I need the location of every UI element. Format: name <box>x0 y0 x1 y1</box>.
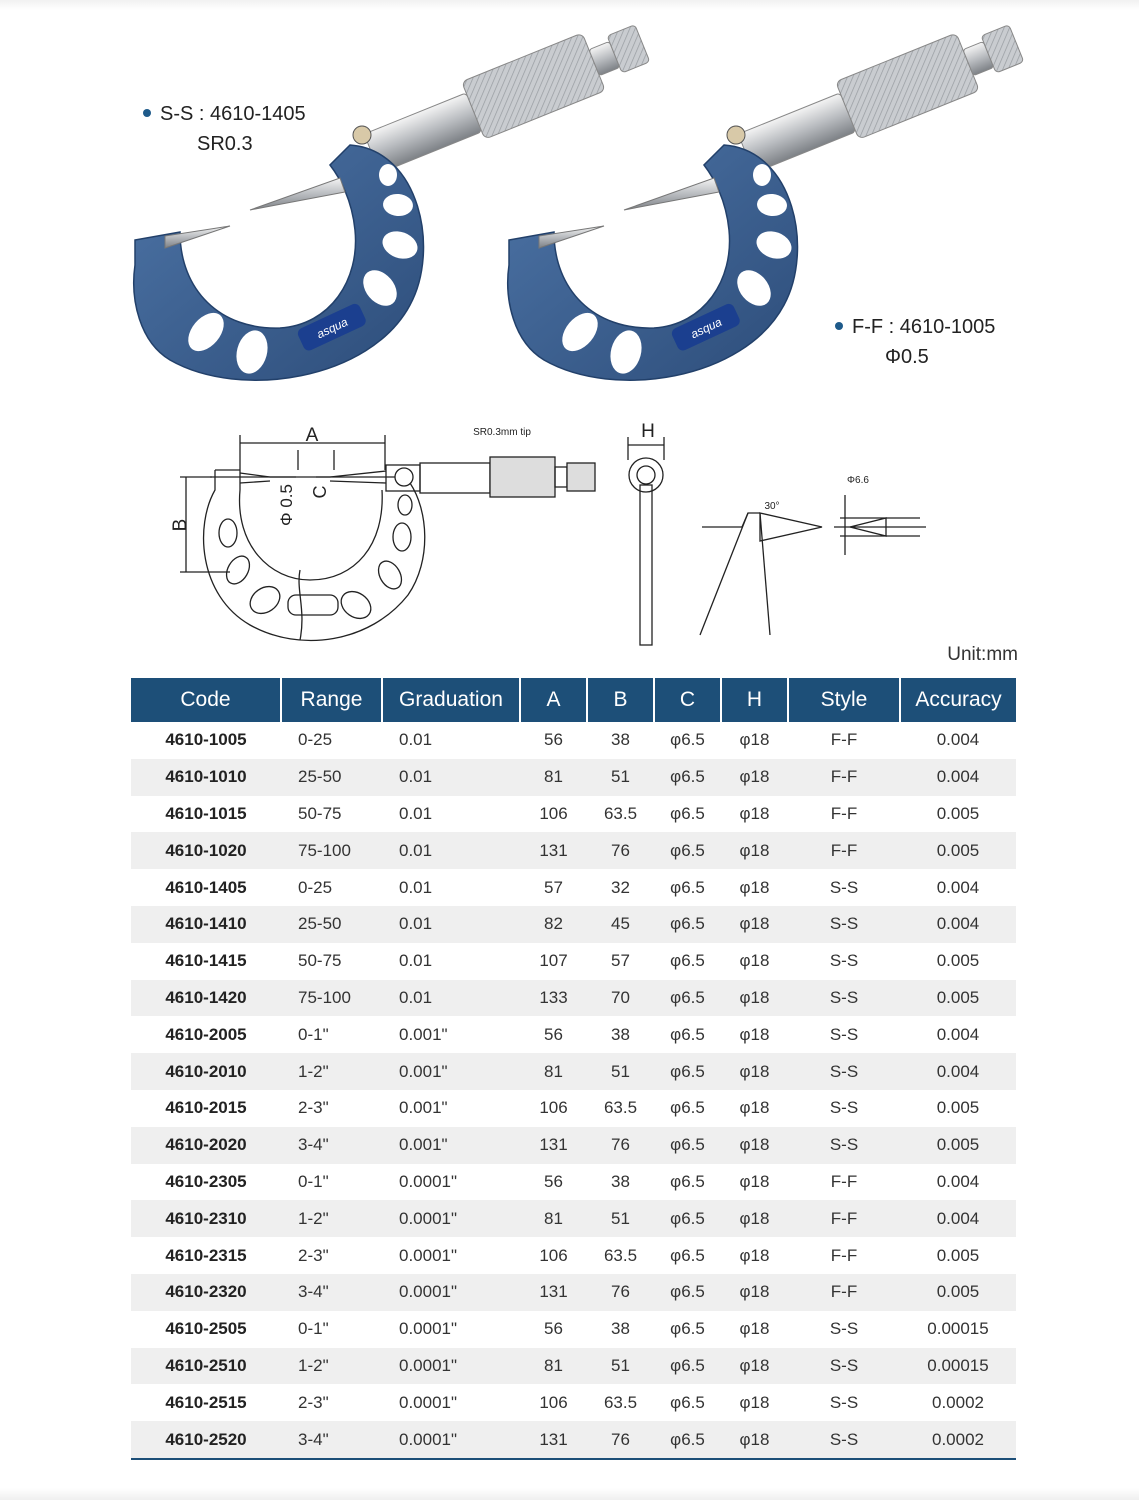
table-row <box>131 1311 1016 1348</box>
callout-ss-tip: SR0.3 <box>197 133 253 155</box>
header-b: B <box>587 678 654 722</box>
cell-accuracy: 0.004 <box>900 906 1016 943</box>
cell-style: F-F <box>788 1200 900 1237</box>
cell-b: 63.5 <box>603 1392 638 1412</box>
cell-accuracy: 0.004 <box>936 1171 980 1191</box>
cell-a: 81 <box>520 1200 587 1237</box>
cell-graduation: 0.0001" <box>382 1274 520 1311</box>
cell-accuracy: 0.004 <box>936 730 980 750</box>
table-row <box>131 1421 1016 1459</box>
cell-c: φ6.5 <box>670 877 705 897</box>
cell-graduation: 0.01 <box>382 832 520 869</box>
table-row <box>131 722 1016 759</box>
table-row <box>131 869 1016 906</box>
cell-a: 133 <box>520 980 587 1017</box>
cell-code: 4610-2015 <box>165 1098 247 1118</box>
tip-angle-label: 30° <box>764 501 780 512</box>
cell-a: 57 <box>544 877 563 897</box>
cell-code: 4610-2020 <box>131 1127 281 1164</box>
cell-h: φ18 <box>739 1392 770 1412</box>
table-row <box>131 832 1016 869</box>
cell-c: φ6.5 <box>654 1053 721 1090</box>
cell-graduation: 0.0001" <box>382 1421 520 1459</box>
unit-label: Unit:mm <box>947 644 1018 665</box>
table-header-row <box>131 678 1016 722</box>
cell-range: 25-50 <box>281 759 382 796</box>
cell-style: S-S <box>788 1421 900 1459</box>
table-row <box>131 1016 1016 1053</box>
dim-label-h: H <box>641 421 655 442</box>
cell-a: 56 <box>544 1319 563 1339</box>
cell-accuracy: 0.004 <box>900 1200 1016 1237</box>
cell-b: 76 <box>587 832 654 869</box>
callout-ss <box>143 99 306 159</box>
cell-accuracy: 0.005 <box>936 803 980 823</box>
table-row <box>131 1127 1016 1164</box>
cell-style: F-F <box>830 803 858 823</box>
cell-style: F-F <box>830 1245 858 1265</box>
table-row <box>131 906 1016 943</box>
cell-range: 2-3" <box>298 1245 329 1265</box>
cell-c: φ6.5 <box>654 1421 721 1459</box>
cell-range: 2-3" <box>298 1392 329 1412</box>
tip-note: SR0.3mm tip <box>473 427 531 438</box>
header-code: Code <box>131 678 281 722</box>
dim-label-phi: Φ 0.5 <box>277 484 296 526</box>
cell-c: φ6.5 <box>670 1171 705 1191</box>
cell-code: 4610-1405 <box>165 877 247 897</box>
dim-label-b: B <box>170 518 191 532</box>
cell-h: φ18 <box>721 1053 788 1090</box>
cell-style: F-F <box>788 832 900 869</box>
cell-b: 76 <box>587 1421 654 1459</box>
cell-graduation: 0.0001" <box>399 1392 458 1412</box>
cell-range: 50-75 <box>298 951 342 971</box>
cell-code: 4610-2315 <box>165 1245 247 1265</box>
cell-range: 3-4" <box>281 1421 382 1459</box>
cell-h: φ18 <box>739 1098 770 1118</box>
cell-code: 4610-2505 <box>165 1319 247 1339</box>
cell-range: 0-1" <box>298 1319 329 1339</box>
header-c: C <box>654 678 721 722</box>
cell-c: φ6.5 <box>670 951 705 971</box>
header-graduation: Graduation <box>382 678 520 722</box>
cell-a: 131 <box>520 1421 587 1459</box>
cell-style: F-F <box>788 1274 900 1311</box>
cell-graduation: 0.0001" <box>382 1348 520 1385</box>
cell-b: 32 <box>611 877 630 897</box>
cell-accuracy: 0.00015 <box>900 1348 1016 1385</box>
cell-accuracy: 0.0002 <box>932 1392 984 1412</box>
cell-b: 38 <box>611 1319 630 1339</box>
brand-logo: asqua <box>314 314 351 342</box>
cell-range: 3-4" <box>281 1127 382 1164</box>
cell-b: 76 <box>587 1274 654 1311</box>
cell-style: F-F <box>788 759 900 796</box>
cell-range: 1-2" <box>281 1200 382 1237</box>
cell-h: φ18 <box>721 759 788 796</box>
cell-accuracy: 0.004 <box>936 1024 980 1044</box>
cell-h: φ18 <box>721 906 788 943</box>
spec-table <box>131 678 1016 1460</box>
cell-range: 50-75 <box>298 803 342 823</box>
callout-ff-tip: Φ0.5 <box>885 346 929 368</box>
cell-b: 51 <box>587 1200 654 1237</box>
cell-range: 1-2" <box>281 1053 382 1090</box>
table-row <box>131 1274 1016 1311</box>
cell-code: 4610-2510 <box>131 1348 281 1385</box>
cell-a: 81 <box>520 1348 587 1385</box>
header-accuracy: Accuracy <box>900 678 1016 722</box>
cell-b: 76 <box>587 1127 654 1164</box>
cell-style: S-S <box>829 1319 859 1339</box>
cell-a: 56 <box>544 1024 563 1044</box>
table-row <box>131 1237 1016 1274</box>
technical-drawing <box>0 415 1139 655</box>
cell-b: 51 <box>587 1348 654 1385</box>
cell-range: 1-2" <box>281 1348 382 1385</box>
cell-range: 75-100 <box>281 980 382 1017</box>
cell-graduation: 0.01 <box>382 980 520 1017</box>
header-a: A <box>520 678 587 722</box>
cell-code: 4610-2310 <box>131 1200 281 1237</box>
cell-c: φ6.5 <box>654 832 721 869</box>
cell-c: φ6.5 <box>670 803 705 823</box>
callout-ff-code: F-F : 4610-1005 <box>852 316 996 338</box>
cell-c: φ6.5 <box>654 980 721 1017</box>
cell-c: φ6.5 <box>670 1319 705 1339</box>
cell-c: φ6.5 <box>654 1200 721 1237</box>
cell-h: φ18 <box>739 1024 770 1044</box>
cell-a: 106 <box>539 1098 568 1118</box>
cell-h: φ18 <box>721 980 788 1017</box>
cell-graduation: 0.01 <box>399 877 433 897</box>
cell-graduation: 0.01 <box>382 906 520 943</box>
cell-accuracy: 0.004 <box>900 1053 1016 1090</box>
cell-range: 0-25 <box>298 877 333 897</box>
cell-b: 63.5 <box>603 803 638 823</box>
cell-code: 4610-2005 <box>165 1024 247 1044</box>
cell-accuracy: 0.004 <box>900 759 1016 796</box>
cell-h: φ18 <box>739 1245 770 1265</box>
cell-style: S-S <box>829 1098 859 1118</box>
cell-graduation: 0.01 <box>399 803 433 823</box>
cell-graduation: 0.0001" <box>399 1245 458 1265</box>
cell-graduation: 0.01 <box>399 951 433 971</box>
cell-style: F-F <box>830 730 858 750</box>
cell-b: 70 <box>587 980 654 1017</box>
cell-graduation: 0.001" <box>399 1098 448 1118</box>
cell-code: 4610-1020 <box>131 832 281 869</box>
cell-style: S-S <box>829 1392 859 1412</box>
cell-code: 4610-1010 <box>131 759 281 796</box>
cell-b: 38 <box>611 730 630 750</box>
cell-style: S-S <box>788 1127 900 1164</box>
cell-range: 25-50 <box>281 906 382 943</box>
cell-graduation: 0.01 <box>382 759 520 796</box>
cell-code: 4610-2520 <box>131 1421 281 1459</box>
cell-range: 2-3" <box>298 1098 329 1118</box>
cell-c: φ6.5 <box>654 759 721 796</box>
cell-b: 38 <box>611 1171 630 1191</box>
cell-accuracy: 0.005 <box>936 1245 980 1265</box>
cell-graduation: 0.001" <box>399 1024 448 1044</box>
cell-code: 4610-1415 <box>165 951 247 971</box>
cell-h: φ18 <box>739 877 770 897</box>
cell-a: 56 <box>544 1171 563 1191</box>
cell-a: 106 <box>539 1392 568 1412</box>
cell-a: 81 <box>520 759 587 796</box>
cell-c: φ6.5 <box>670 730 705 750</box>
cell-graduation: 0.01 <box>399 730 433 750</box>
cell-range: 0-1" <box>298 1171 329 1191</box>
cell-accuracy: 0.005 <box>900 832 1016 869</box>
header-style: Style <box>788 678 900 722</box>
cell-graduation: 0.0001" <box>399 1319 458 1339</box>
cell-range: 0-1" <box>298 1024 329 1044</box>
cell-style: S-S <box>788 980 900 1017</box>
cell-a: 106 <box>539 803 568 823</box>
table-row <box>131 759 1016 796</box>
cell-accuracy: 0.00015 <box>927 1319 989 1339</box>
cell-c: φ6.5 <box>670 1245 705 1265</box>
cell-h: φ18 <box>721 1348 788 1385</box>
cell-b: 63.5 <box>603 1098 638 1118</box>
dim-label-a: A <box>305 425 319 446</box>
cell-a: 131 <box>520 832 587 869</box>
table-row <box>131 1384 1016 1421</box>
cell-accuracy: 0.0002 <box>900 1421 1016 1459</box>
cell-code: 4610-1005 <box>165 730 247 750</box>
cell-b: 51 <box>587 1053 654 1090</box>
cell-c: φ6.5 <box>654 906 721 943</box>
cell-b: 57 <box>611 951 630 971</box>
cell-code: 4610-1410 <box>131 906 281 943</box>
cell-h: φ18 <box>721 1200 788 1237</box>
cell-a: 106 <box>539 1245 568 1265</box>
cell-a: 56 <box>544 730 563 750</box>
cell-style: S-S <box>829 1024 859 1044</box>
brand-logo: asqua <box>688 314 725 342</box>
table-row <box>131 796 1016 833</box>
cell-accuracy: 0.004 <box>936 877 980 897</box>
cell-h: φ18 <box>739 951 770 971</box>
cell-c: φ6.5 <box>670 1098 705 1118</box>
table-body <box>131 722 1016 1459</box>
cell-range: 75-100 <box>281 832 382 869</box>
cell-h: φ18 <box>739 1171 770 1191</box>
bullet-dot <box>835 322 843 330</box>
cell-b: 63.5 <box>603 1245 638 1265</box>
cell-code: 4610-2305 <box>165 1171 247 1191</box>
cell-h: φ18 <box>721 1421 788 1459</box>
cell-code: 4610-2320 <box>131 1274 281 1311</box>
cell-graduation: 0.001" <box>382 1127 520 1164</box>
cell-accuracy: 0.005 <box>900 980 1016 1017</box>
cell-accuracy: 0.005 <box>936 951 980 971</box>
cell-style: S-S <box>788 1053 900 1090</box>
header-range: Range <box>281 678 382 722</box>
callout-ss-code: S-S : 4610-1405 <box>160 103 306 125</box>
cell-code: 4610-2010 <box>131 1053 281 1090</box>
cell-b: 38 <box>611 1024 630 1044</box>
tip-diameter-label: Φ6.6 <box>847 475 869 486</box>
table-row <box>131 1164 1016 1201</box>
cell-b: 51 <box>587 759 654 796</box>
cell-style: S-S <box>829 951 859 971</box>
cell-style: S-S <box>829 877 859 897</box>
cell-c: φ6.5 <box>654 1348 721 1385</box>
cell-graduation: 0.0001" <box>382 1200 520 1237</box>
cell-c: φ6.5 <box>654 1127 721 1164</box>
cell-code: 4610-2515 <box>165 1392 247 1412</box>
cell-accuracy: 0.005 <box>900 1127 1016 1164</box>
cell-style: S-S <box>788 1348 900 1385</box>
table-row <box>131 943 1016 980</box>
bottom-band <box>0 1488 1139 1500</box>
cell-range: 3-4" <box>281 1274 382 1311</box>
cell-h: φ18 <box>739 1319 770 1339</box>
cell-code: 4610-1420 <box>131 980 281 1017</box>
table-row <box>131 1348 1016 1385</box>
table-row <box>131 1200 1016 1237</box>
bullet-dot <box>143 109 151 117</box>
table-row <box>131 1053 1016 1090</box>
cell-style: S-S <box>788 906 900 943</box>
cell-accuracy: 0.005 <box>900 1274 1016 1311</box>
cell-a: 131 <box>520 1127 587 1164</box>
cell-a: 82 <box>520 906 587 943</box>
callout-ff <box>835 312 995 372</box>
cell-h: φ18 <box>739 803 770 823</box>
cell-c: φ6.5 <box>670 1392 705 1412</box>
cell-range: 0-25 <box>298 730 333 750</box>
dim-label-c: C <box>310 485 330 499</box>
table-row <box>131 1090 1016 1127</box>
cell-accuracy: 0.005 <box>936 1098 980 1118</box>
cell-h: φ18 <box>739 730 770 750</box>
cell-style: F-F <box>830 1171 858 1191</box>
cell-code: 4610-1015 <box>165 803 247 823</box>
cell-graduation: 0.001" <box>382 1053 520 1090</box>
cell-graduation: 0.0001" <box>399 1171 458 1191</box>
cell-h: φ18 <box>721 1274 788 1311</box>
cell-b: 45 <box>587 906 654 943</box>
cell-c: φ6.5 <box>654 1274 721 1311</box>
cell-a: 131 <box>520 1274 587 1311</box>
table-row <box>131 980 1016 1017</box>
cell-a: 107 <box>539 951 568 971</box>
cell-h: φ18 <box>721 832 788 869</box>
cell-a: 81 <box>520 1053 587 1090</box>
cell-c: φ6.5 <box>670 1024 705 1044</box>
cell-h: φ18 <box>721 1127 788 1164</box>
header-h: H <box>721 678 788 722</box>
